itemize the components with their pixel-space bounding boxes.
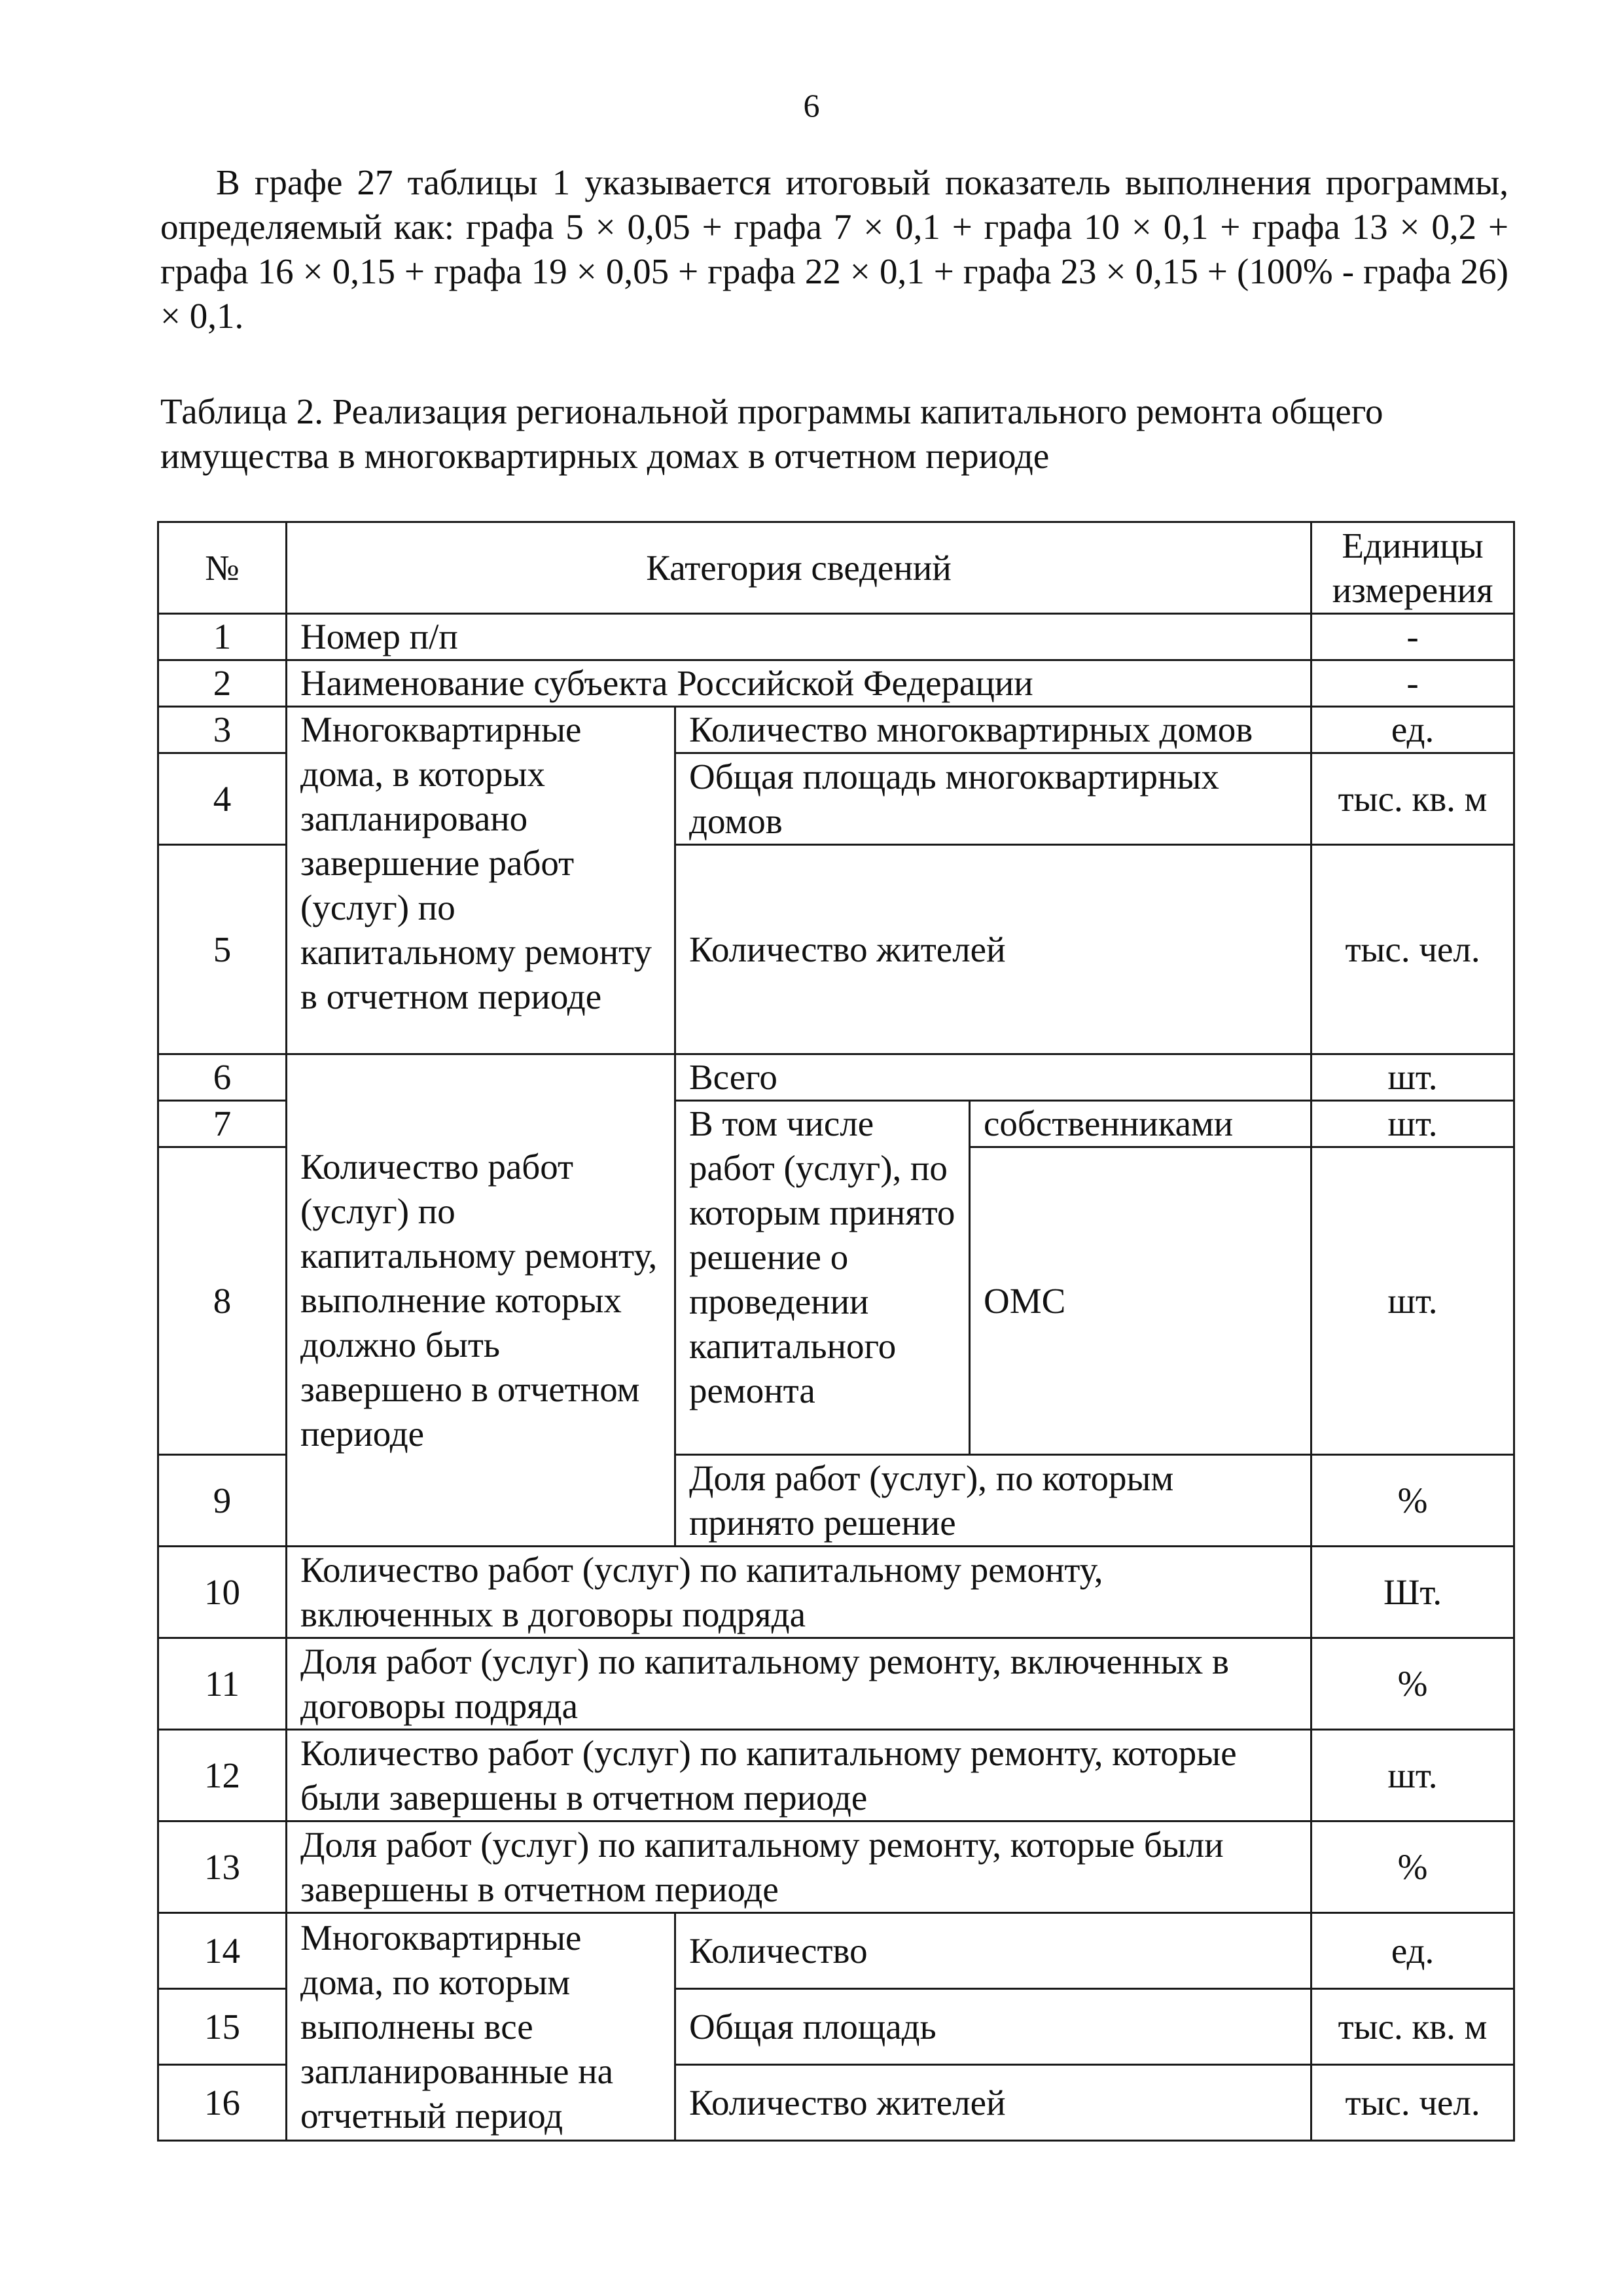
header-num: №	[158, 522, 287, 614]
intro-text: В графе 27 таблицы 1 указывается итоговый показатель выполнения программы, определяемый как: графа 5 × 0,05 + графа 7 × 0,1 + графа 10 × 0,1 + графа 13 × 0,2 + графа 16 × 0,15 + графа 19 × 0,05 + графа 22 × 0,1 + графа 23 × 0,15 + (100% - графа 26) × 0,1.	[160, 162, 1508, 336]
data-table	[157, 521, 1515, 2142]
table-row	[158, 1638, 1514, 1730]
row-label: Количество многоквартирных домов	[675, 707, 1311, 753]
row-unit: -	[1311, 660, 1514, 707]
table-row	[158, 707, 1514, 753]
page-number: 6	[803, 87, 820, 124]
row-num: 12	[158, 1730, 287, 1821]
header-units: Единицы измерения	[1311, 522, 1514, 614]
row-label: Общая площадь	[675, 1989, 1311, 2065]
row-num: 15	[158, 1989, 287, 2065]
row-num: 5	[158, 845, 287, 1054]
row-unit: шт.	[1311, 1101, 1514, 1147]
row-unit: Шт.	[1311, 1547, 1514, 1638]
row-num: 14	[158, 1913, 287, 1989]
row-unit: тыс. кв. м	[1311, 753, 1514, 845]
row-unit: шт.	[1311, 1730, 1514, 1821]
row-unit: ед.	[1311, 1913, 1514, 1989]
row-unit: тыс. чел.	[1311, 845, 1514, 1054]
row-label: Номер п/п	[287, 614, 1311, 660]
row-num: 4	[158, 753, 287, 845]
table-row	[158, 1054, 1514, 1101]
row-unit: %	[1311, 1638, 1514, 1730]
row-label: Доля работ (услуг) по капитальному ремонту, включенных в договоры подряда	[287, 1638, 1311, 1730]
row-num: 1	[158, 614, 287, 660]
group-label: Многоквартирные дома, в которых запланировано завершение работ (услуг) по капитальному ремонту в отчетном периоде	[287, 707, 675, 1054]
table-row	[158, 614, 1514, 660]
row-unit: тыс. чел.	[1311, 2065, 1514, 2141]
table-row	[158, 1821, 1514, 1913]
subgroup-label: В том числе работ (услуг), по которым принято решение о проведении капитального ремонта	[675, 1101, 970, 1455]
row-unit: -	[1311, 614, 1514, 660]
row-num: 9	[158, 1455, 287, 1547]
row-num: 8	[158, 1147, 287, 1455]
row-label: Количество работ (услуг) по капитальному ремонту, включенных в договоры подряда	[287, 1547, 1311, 1638]
row-label: собственниками	[970, 1101, 1311, 1147]
row-label: ОМС	[970, 1147, 1311, 1455]
row-label: Наименование субъекта Российской Федерации	[287, 660, 1311, 707]
row-label: Количество жителей	[675, 2065, 1311, 2141]
row-unit: ед.	[1311, 707, 1514, 753]
group-label: Количество работ (услуг) по капитальному ремонту, выполнение которых должно быть завершено в отчетном периоде	[287, 1054, 675, 1547]
row-num: 3	[158, 707, 287, 753]
table-caption: Таблица 2. Реализация региональной программы капитального ремонта общего имущества в многоквартирных домах в отчетном периоде	[160, 391, 1383, 476]
row-label: Количество работ (услуг) по капитальному ремонту, которые были завершены в отчетном периоде	[287, 1730, 1311, 1821]
table-row	[158, 1913, 1514, 1989]
row-label: Количество жителей	[675, 845, 1311, 1054]
row-num: 6	[158, 1054, 287, 1101]
row-label: Доля работ (услуг) по капитальному ремонту, которые были завершены в отчетном периоде	[287, 1821, 1311, 1913]
row-label: Всего	[675, 1054, 1311, 1101]
row-unit: %	[1311, 1821, 1514, 1913]
table-row	[158, 660, 1514, 707]
row-num: 7	[158, 1101, 287, 1147]
header-category: Категория сведений	[287, 522, 1311, 614]
row-num: 16	[158, 2065, 287, 2141]
row-unit: шт.	[1311, 1054, 1514, 1101]
row-num: 2	[158, 660, 287, 707]
group-label: Многоквартирные дома, по которым выполнены все запланированные на отчетный период	[287, 1913, 675, 2141]
table-header-row	[158, 522, 1514, 614]
row-unit: шт.	[1311, 1147, 1514, 1455]
row-num: 10	[158, 1547, 287, 1638]
table-row	[158, 1547, 1514, 1638]
table-row	[158, 1730, 1514, 1821]
row-num: 13	[158, 1821, 287, 1913]
intro-paragraph	[160, 160, 1508, 338]
row-unit: %	[1311, 1455, 1514, 1547]
row-num: 11	[158, 1638, 287, 1730]
row-label: Доля работ (услуг), по которым принято решение	[675, 1455, 1311, 1547]
row-label: Общая площадь многоквартирных домов	[675, 753, 1311, 845]
row-unit: тыс. кв. м	[1311, 1989, 1514, 2065]
row-label: Количество	[675, 1913, 1311, 1989]
